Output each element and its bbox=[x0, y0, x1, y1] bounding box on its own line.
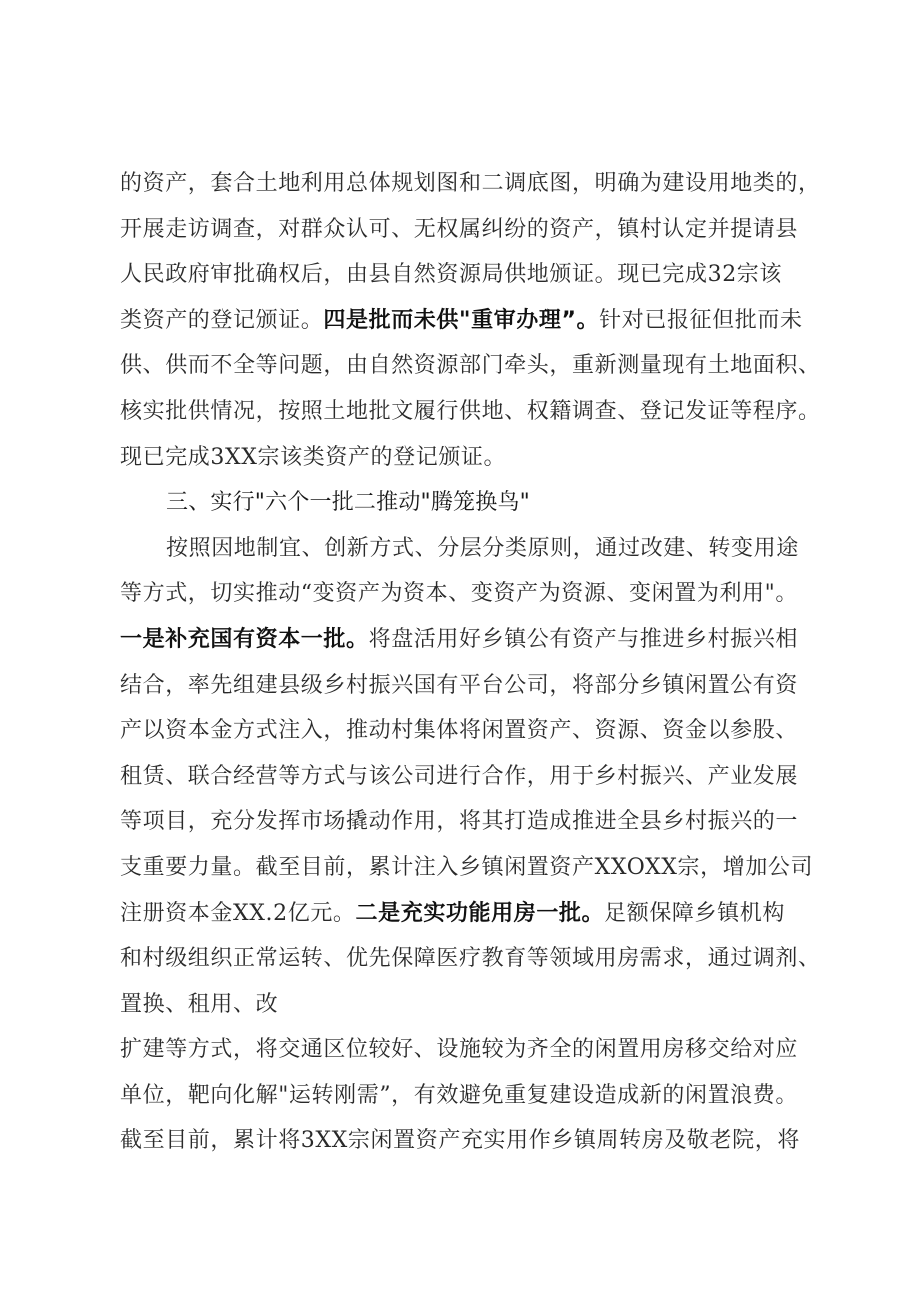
section-heading bbox=[120, 480, 830, 526]
text-line bbox=[120, 526, 830, 572]
text-segment: 人民政府审批确权后，由县自然资源局供地颁证。现已完成32宗该 bbox=[120, 262, 782, 288]
text-line bbox=[120, 161, 830, 207]
text-line bbox=[120, 708, 830, 754]
text-segment: 租赁、联合经营等方式与该公司进行合作，用于乡村振兴、产业发展 bbox=[120, 763, 799, 789]
text-segment: 的资产，套合土地利用总体规划图和二调底图，明确为建设用地类的， bbox=[120, 171, 821, 196]
text-segment: 产以资本金方式注入，推动村集体将闲置资产、资源、资金以参股、 bbox=[120, 718, 799, 744]
text-line bbox=[120, 343, 830, 389]
text-segment: 和村级组织正常运转、优先保障医疗教育等领域用房需求，通过调剂、 bbox=[120, 946, 821, 972]
text-segment: 足额保障乡镇机构 bbox=[604, 900, 785, 926]
bold-phrase: 四是批而未供"重审办理”。 bbox=[323, 307, 600, 333]
text-line bbox=[120, 845, 830, 891]
text-segment: 三、实行"六个一批二推动"腾笼换鸟" bbox=[166, 490, 530, 516]
text-line bbox=[120, 891, 830, 937]
bold-phrase: 一是补充国有资本一批。 bbox=[120, 626, 369, 652]
text-line bbox=[120, 936, 830, 982]
text-segment: 针对已报征但批而未 bbox=[599, 307, 803, 333]
text-line bbox=[120, 663, 830, 709]
text-line bbox=[120, 207, 830, 253]
text-segment: 置换、租用、改 bbox=[120, 991, 279, 1017]
text-line bbox=[120, 1118, 830, 1164]
text-segment: 单位，靶向化解"运转刚需”，有效避免重复建设造成新的闲置浪费。 bbox=[120, 1082, 798, 1108]
text-line bbox=[120, 982, 830, 1028]
text-segment: 现已完成3XX宗该类资产的登记颁证。 bbox=[120, 444, 507, 470]
text-segment: 核实批供情况，按照土地批文履行供地、权籍调查、登记发证等程序。 bbox=[120, 398, 821, 424]
text-line bbox=[120, 799, 830, 845]
text-line bbox=[120, 389, 830, 435]
text-line bbox=[120, 571, 830, 617]
text-segment: 等方式，切实推动“变资产为资本、变资产为资源、变闲置为利用"。 bbox=[120, 581, 798, 607]
text-segment: 结合，率先组建县级乡村振兴国有平台公司，将部分乡镇闲置公有资 bbox=[120, 672, 799, 698]
text-line bbox=[120, 298, 830, 344]
text-segment: 将盘活用好乡镇公有资产与推进乡村振兴相 bbox=[368, 626, 799, 652]
text-segment: 开展走访调查，对群众认可、无权属纠纷的资产，镇村认定并提请县 bbox=[120, 216, 799, 242]
text-segment: 供、供而不全等问题，由自然资源部门牵头，重新测量现有土地面积、 bbox=[120, 353, 821, 379]
text-segment: 按照因地制宜、创新方式、分层分类原则，通过改建、转变用途 bbox=[166, 535, 799, 561]
bold-phrase: 二是充实功能用房一批。 bbox=[355, 900, 605, 926]
text-segment: 注册资本金XX.2亿元。 bbox=[120, 900, 356, 926]
text-line bbox=[120, 754, 830, 800]
document-body bbox=[120, 161, 830, 1164]
text-segment: 支重要力量。截至目前，累计注入乡镇闲置资产XXOXX宗，增加公司 bbox=[120, 854, 814, 880]
text-line bbox=[120, 617, 830, 663]
text-line bbox=[120, 1027, 830, 1073]
text-line bbox=[120, 252, 830, 298]
text-segment: 等项目，充分发挥市场撬动作用，将其打造成推进全县乡村振兴的一 bbox=[120, 809, 799, 835]
text-line bbox=[120, 1073, 830, 1119]
text-segment: 扩建等方式，将交通区位较好、设施较为齐全的闲置用房移交给对应 bbox=[120, 1037, 799, 1063]
text-segment: 截至目前，累计将3XX宗闲置资产充实用作乡镇周转房及敬老院，将 bbox=[120, 1128, 800, 1154]
text-line bbox=[120, 435, 830, 481]
text-segment: 类资产的登记颁证。 bbox=[120, 307, 324, 333]
